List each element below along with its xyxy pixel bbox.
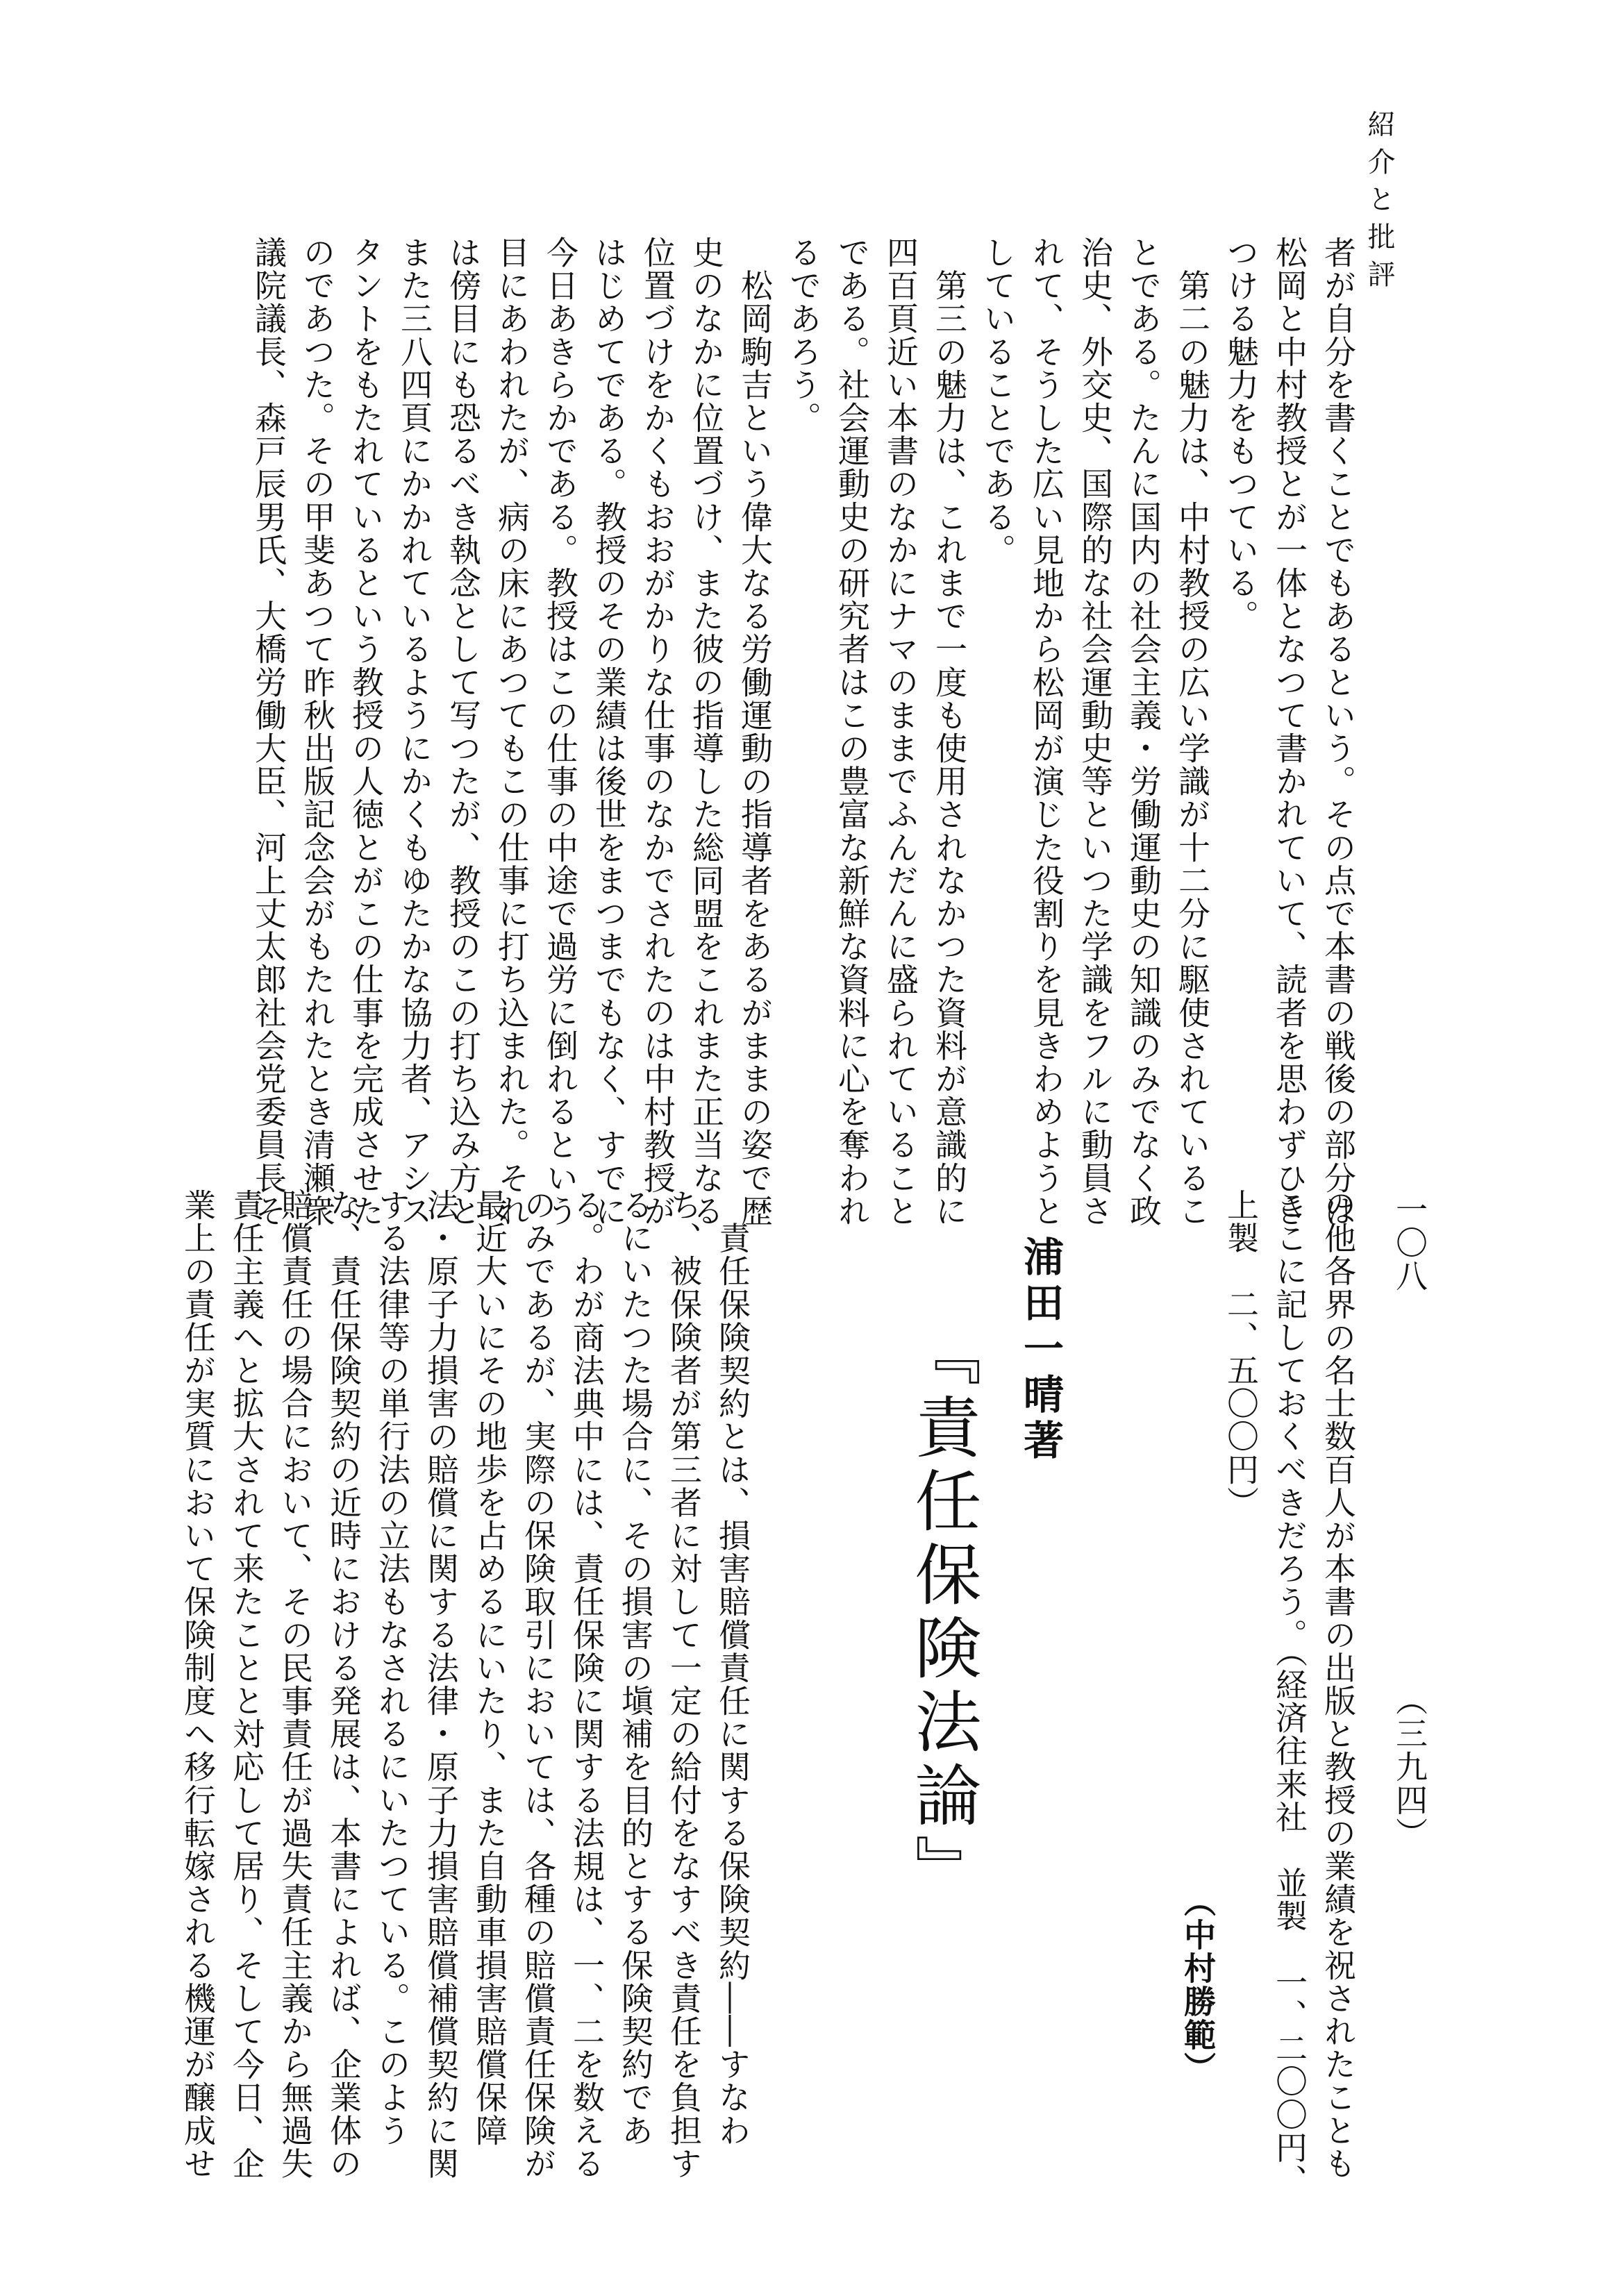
text-line: 松岡駒吉という偉大なる労働運動の指導者をあるがままの姿で歴 xyxy=(736,236,774,1227)
continuation-text xyxy=(1215,1189,1362,2197)
text-line: 最近大いにその地歩を占めるにいたり、また自動車損害賠償保障 xyxy=(471,1189,508,2147)
text-line: 上製 二、五〇〇円） xyxy=(1222,1189,1260,1519)
text-line: 責任保険契約とは、損害賠償責任に関する保険契約――すなわ xyxy=(714,1189,751,2147)
text-line: 法・原子力損害の賠償に関する法律・原子力損害賠償補償契約に関 xyxy=(422,1189,460,2180)
text-line: 四百頁近い本書のなかにナマのままでふんだんに盛られていること xyxy=(882,236,919,1227)
text-line: とである。たんに国内の社会主義・労働運動史の知識のみでなく政 xyxy=(1125,236,1162,1227)
text-line: 第二の魅力は、中村教授の広い学識が十二分に駆使されているこ xyxy=(1174,236,1211,1227)
text-line: る。わが商法典中には、責任保険に関する法規は、一、二を数える xyxy=(568,1189,606,2180)
book-author: 浦田一晴著 xyxy=(1017,1236,1064,1465)
text-line: れて、そうした広い見地から松岡が演じた役割りを見きわめようと xyxy=(1028,236,1065,1227)
page-number: 一〇八 xyxy=(1391,1193,1428,1293)
text-line: は傍目にも恐るべき執念として写つたが、教授のこの打ち込み方と xyxy=(444,236,482,1227)
text-line: また三八四頁にかかれているようにかくもゆたかな協力者、アシス xyxy=(396,236,433,1227)
text-line: のみであるが、実際の保険取引においては、各種の賠償責任保険が xyxy=(519,1189,557,2180)
text-line: 今日あきらかである。教授はこの仕事の中途で過労に倒れるという xyxy=(542,236,579,1227)
text-line: の他各界の名士数百人が本書の出版と教授の業績を祝されたことも xyxy=(1319,1189,1357,2180)
text-line: 第三の魅力は、これまで一度も使用されなかつた資料が意識的に xyxy=(931,236,968,1227)
book-title: 『責任保険法論』 xyxy=(904,1319,982,1908)
text-line: である。社会運動史の研究者はこの豊富な新鮮な資料に心を奪われ xyxy=(833,236,871,1227)
total-page-number: （三九四） xyxy=(1391,1684,1428,1850)
text-line: のであつた。その甲斐あつて昨秋出版記念会がもたれたとき清瀬衆 xyxy=(299,236,336,1227)
text-line: るであろう。 xyxy=(785,236,822,435)
text-line: 史のなかに位置づけ、また彼の指導した総同盟をこれまた正当なる xyxy=(687,236,725,1227)
text-line: 治史、外交史、国際的な社会運動史等といつた学識をフルに動員さ xyxy=(1076,236,1114,1227)
text-line: 位置づけをかくもおおがかりな仕事のなかでされたのは中村教授が xyxy=(639,236,676,1227)
text-line: 目にあわれたが、病の床にあつてもこの仕事に打ち込まれた。それ xyxy=(493,236,531,1227)
upper-review-text xyxy=(167,236,1362,1227)
text-line: はじめてである。教授のその業績は後世をまつまでもなく、すでに xyxy=(590,236,628,1227)
text-line: 賠償責任の場合において、その民事責任が過失責任主義から無過失 xyxy=(276,1189,314,2180)
running-head: 紹介と批評 xyxy=(1363,110,1395,297)
text-line: 責任主義へと拡大されて来たことと対応して居り、そして今日、企 xyxy=(228,1189,265,2180)
text-line: つける魅力をもつている。 xyxy=(1222,236,1260,633)
text-line: ここに記しておくべきだろう。（経済往来社 並製 一、二〇〇円、 xyxy=(1271,1189,1308,2197)
new-review-text xyxy=(167,1189,757,2180)
text-line: な、責任保険契約の近時における発展は、本書によれば、企業体の xyxy=(325,1189,362,2180)
reviewer-signature: （中村勝範） xyxy=(1179,1885,1217,2085)
text-line: 業上の責任が実質において保険制度へ移行転嫁される機運が醸成せ xyxy=(179,1189,217,2180)
text-line: タントをもたれているという教授の人徳とがこの仕事を完成させた xyxy=(347,236,385,1227)
text-line: していることである。 xyxy=(979,236,1017,567)
text-line: ち、被保険者が第三者に対して一定の給付をなすべき責任を負担す xyxy=(665,1189,703,2180)
text-line: 議院議長、森戸辰男氏、大橋労働大臣、河上丈太郎社会党委員長そ xyxy=(250,236,287,1227)
text-line: 松岡と中村教授とが一体となつて書かれていて、読者を思わずひき xyxy=(1271,236,1308,1227)
text-line: する法律等の単行法の立法もなされるにいたつている。このよう xyxy=(374,1189,411,2147)
text-line: るにいたつた場合に、その損害の塡補を目的とする保険契約であ xyxy=(617,1189,654,2147)
text-line: 者が自分を書くことでもあるという。その点で本書の戦後の部分は xyxy=(1319,236,1357,1227)
